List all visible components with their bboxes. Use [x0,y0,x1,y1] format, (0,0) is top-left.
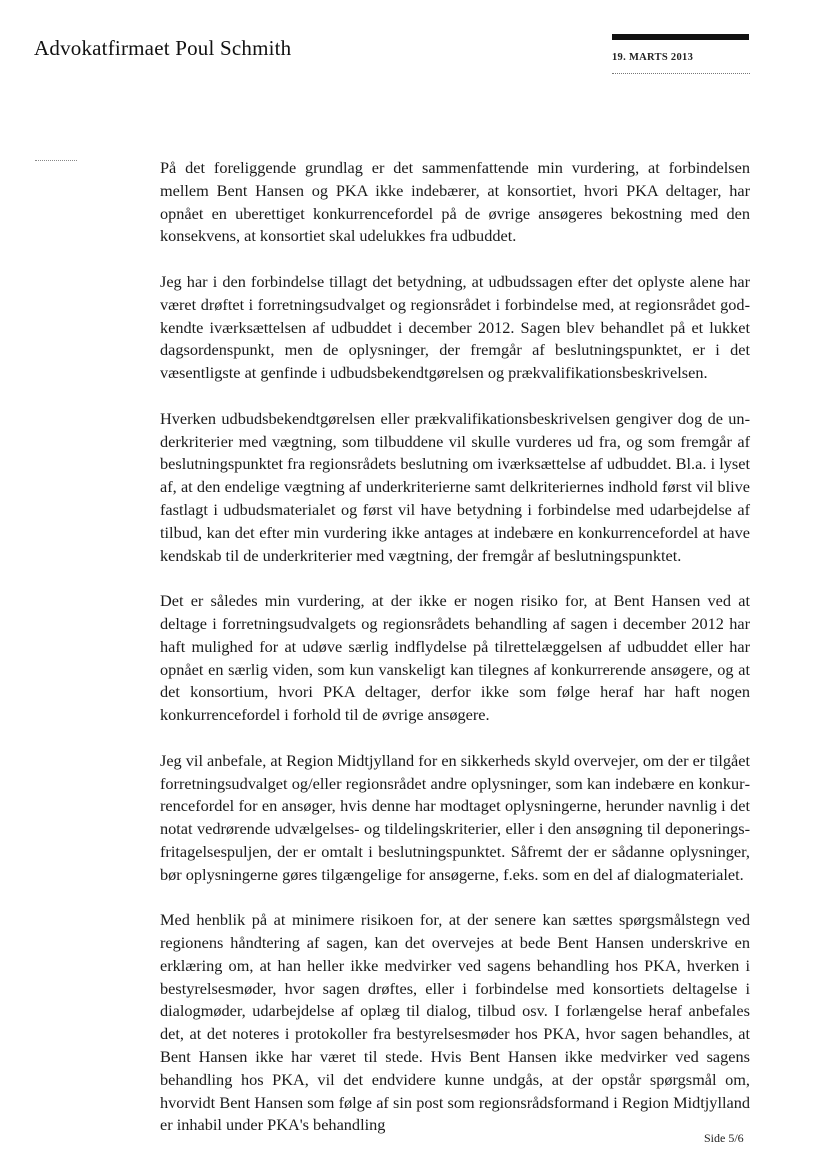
letter-body [160,157,750,1160]
paragraph: Med henblik på at minimere risikoen for, at der senere kan sættes spørgsmålstegn ved regionens håndtering af sagen, kan det overvejes at bede Bent Hansen underskrive en erklæring om, at han heller ikke medvirker ved sagens behandling hos PKA, hverken i bestyrelsesmøder, hvor sagen drøftes, eller i forbindelse med konsortiets deltagelse i dialogmøder, udarbejdelse af oplæg til dialog, tilbud osv. I forlængelse heraf anbefales det, at det noteres i protokoller fra bestyrelsesmøder hos PKA, hvor sagen behandles, at Bent Hansen ikke har været til stede. Hvis Bent Hansen ikke medvirker ved sagens behandling hos PKA, vil det endvidere kunne undgås, at der opstår spørgsmål om, hvorvidt Bent Hansen som følge af sin post som regionsrådsformand i Region Midtjylland er inhabil under PKA's behandling [160,910,750,1135]
paragraph: Jeg har i den forbindelse tillagt det betydning, at udbudssagen efter det oplyste alene har været drøftet i forretningsudvalget og regionsrådet i forbindelse med, at regionsrådet godkendte iværksættelsen af udbuddet i december 2012. Sagen blev behandlet på et lukket dagsordenspunkt, men de oplysninger, der fremgår af beslutningspunktet, er i det væsentligste at genfinde i udbudsbekendtgørelsen og prækvalifikationsbeskrivelsen. [160,271,750,383]
paragraph: Jeg vil anbefale, at Region Midtjylland for en sikkerheds skyld overvejer, om der er tilgået forretningsudvalget og/eller regionsrådet andre oplysninger, som kan indebære en konkurrencefordel for en ansøger, hvis denne har modtaget oplysningerne, herunder navnlig i det notat vedrørende udvælgelses- og tildelingskriterier, eller i den ansøgning til deponeringsfritagelsespuljen, der er omtalt i beslutningspunktet. Såfremt der er sådanne oplysninger, bør oplysningerne gøres tilgængelige for ansøgerne, f.eks. som en del af dialogmaterialet. [160,750,750,884]
firm-name: Advokatfirmaet Poul Schmith [34,36,292,60]
paragraph: Det er således min vurdering, at der ikke er nogen risiko for, at Bent Hansen ved at deltage i forretningsudvalgets og regionsrådets behandling af sagen i december 2012 har haft mulighed for at udøve særlig indflydelse på tilrettelæggelsen af udbuddet eller har opnået en særlig viden, som kun vanskeligt kan tilegnes af konkurrerende ansøgere, og at det konsortium, hvori PKA deltager, derfor ikke som følge heraf har haft nogen konkurrencefordel i forhold til de øvrige ansøgere. [160,591,750,725]
paragraph: Hverken udbudsbekendtgørelsen eller prækvalifikationsbeskrivelsen gengiver dog de underkriterier med vægtning, som tilbuddene vil skulle vurderes ud fra, og som fremgår af beslutningspunktet fra regionsrådets beslutning om iværksættelse af udbuddet. Bl.a. i lyset af, at den endelige vægtning af underkriterierne samt delkriteriernes indhold først vil blive fastlagt i udbudsmaterialet og først vil have betydning i forbindelse med udarbejdelse af tilbud, kan det efter min vurdering ikke antages at indebære en konkurrencefordel at have kendskab til de underkriterier med vægtning, der fremgår af beslutningspunktet. [160,408,750,565]
header-dotted-rule [612,73,750,74]
document-date: 19. MARTS 2013 [612,52,694,63]
margin-dotted-rule [35,160,77,161]
page-number: Side 5/6 [704,1131,744,1145]
paragraph: På det foreliggende grundlag er det sammenfattende min vurdering, at forbindelsen mellem Bent Hansen og PKA ikke indebærer, at konsortiet, hvori PKA deltager, har opnået en uberettiget konkurrencefordel på de øvrige ansøgeres bekostning med den konsekvens, at konsortiet skal udelukkes fra udbuddet. [160,158,750,246]
header-bar [612,34,749,40]
